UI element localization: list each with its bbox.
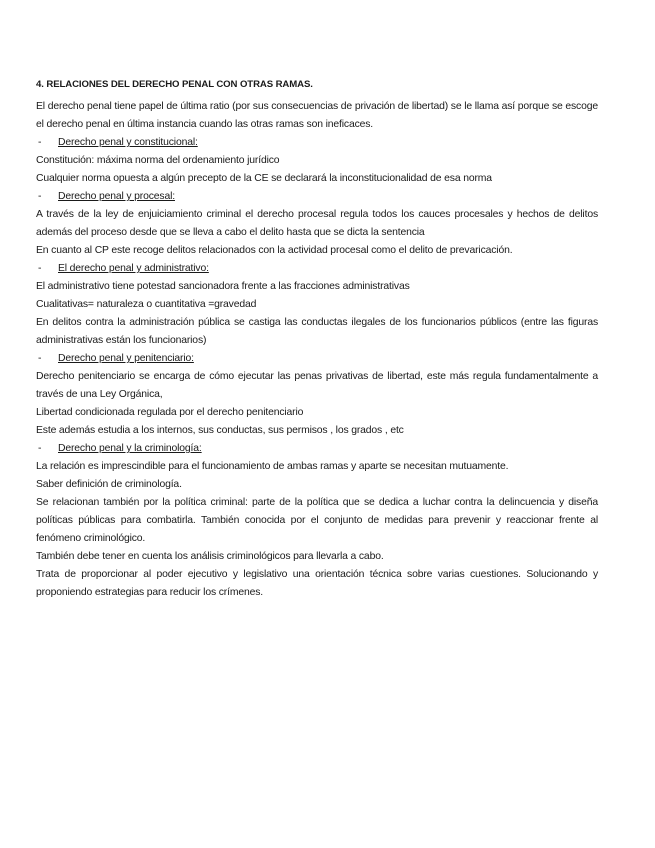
paragraph: Saber definición de criminología. [36, 479, 182, 490]
bullet-dash: - [38, 443, 42, 454]
bullet-title: Derecho penal y constitucional: [58, 137, 198, 148]
bullet-dash: - [38, 191, 42, 202]
section-heading: 4. RELACIONES DEL DERECHO PENAL CON OTRAS RAMAS. [36, 79, 313, 90]
bullet-procesal [36, 188, 598, 206]
bullet-criminologia [36, 440, 598, 458]
paragraph: Cualquier norma opuesta a algún precepto de la CE se declarará la inconstitucionalidad de esa norma [36, 173, 492, 184]
paragraph: El administrativo tiene potestad sancionadora frente a las fracciones administrativas [36, 281, 410, 292]
bullet-administrativo [36, 260, 598, 278]
paragraph: También debe tener en cuenta los análisis criminológicos para llevarla a cabo. [36, 551, 384, 562]
paragraph: Cualitativas= naturaleza o cuantitativa =gravedad [36, 299, 257, 310]
intro-paragraph: El derecho penal tiene papel de última ratio (por sus consecuencias de privación de libertad) se le llama así porque se escoge el derecho penal en última instancia cuando las otras ramas son ineficaces. [36, 101, 598, 130]
paragraph: Libertad condicionada regulada por el derecho penitenciario [36, 407, 304, 418]
bullet-dash: - [38, 263, 42, 274]
bullet-penitenciario [36, 350, 598, 368]
bullet-title: El derecho penal y administrativo: [58, 263, 209, 274]
paragraph: Este además estudia a los internos, sus conductas, sus permisos , los grados , etc [36, 425, 404, 436]
paragraph: Constitución: máxima norma del ordenamiento jurídico [36, 155, 280, 166]
document-page [36, 78, 598, 602]
bullet-constitucional [36, 134, 598, 152]
bullet-title: Derecho penal y penitenciario: [58, 353, 194, 364]
paragraph: A través de la ley de enjuiciamiento criminal el derecho procesal regula todos los cauces procesales y hechos de delitos además del proceso desde que se lleva a cabo el delito hasta que se dicta la sentencia [36, 209, 598, 238]
paragraph: Derecho penitenciario se encarga de cómo ejecutar las penas privativas de libertad, este más regula fundamentalmente a través de una Ley Orgánica, [36, 371, 598, 400]
paragraph: La relación es imprescindible para el funcionamiento de ambas ramas y aparte se necesitan mutuamente. [36, 461, 509, 472]
bullet-title: Derecho penal y la criminología: [58, 443, 202, 454]
bullet-dash: - [38, 353, 42, 364]
bullet-dash: - [38, 137, 42, 148]
paragraph: En delitos contra la administración pública se castiga las conductas ilegales de los funcionarios públicos (entre las figuras administrativas están los funcionarios) [36, 317, 598, 346]
bullet-title: Derecho penal y procesal: [58, 191, 175, 202]
paragraph: Trata de proporcionar al poder ejecutivo y legislativo una orientación técnica sobre varias cuestiones. Solucionando y proponiendo estrategias para reducir los crímenes. [36, 569, 598, 598]
paragraph: En cuanto al CP este recoge delitos relacionados con la actividad procesal como el delito de prevaricación. [36, 245, 513, 256]
paragraph: Se relacionan también por la política criminal: parte de la política que se dedica a luchar contra la delincuencia y diseña políticas públicas para combatirla. También conocida por el conjunto de medidas para prevenir y reaccionar frente al fenómeno criminológico. [36, 497, 598, 544]
